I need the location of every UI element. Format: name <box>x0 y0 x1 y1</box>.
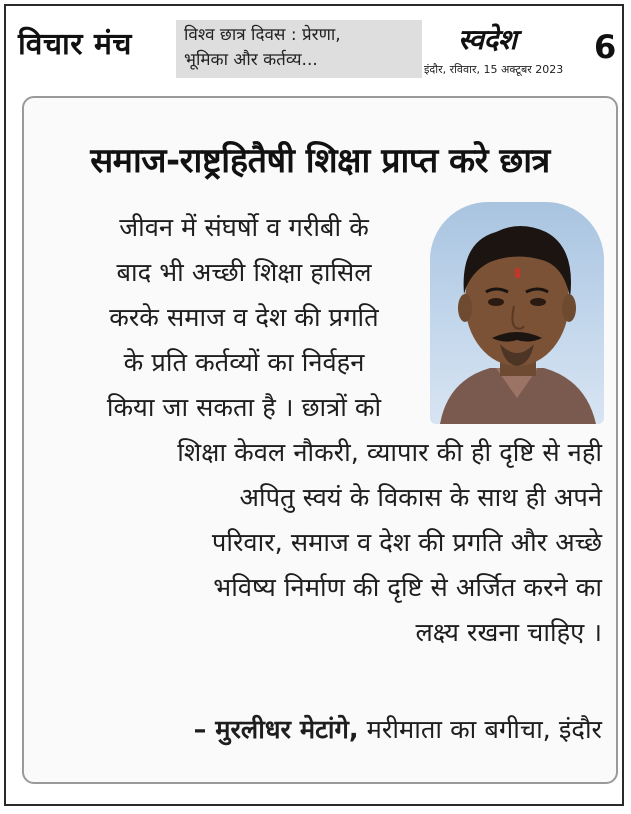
body-paragraph <box>54 431 602 656</box>
text-line: बाद भी अच्छी शिक्षा हासिल <box>116 258 372 288</box>
text-line: किया जा सकता है । छात्रों को <box>106 393 382 423</box>
text-line: जीवन में संघर्षो व गरीबी के <box>119 213 369 243</box>
intro-paragraph <box>66 206 422 431</box>
dateline: इंदौर, रविवार, 15 अक्टूबर 2023 <box>424 63 564 76</box>
author-place: मरीमाता का बगीचा, इंदौर <box>358 715 602 745</box>
section-title: विचार मंच <box>18 27 132 62</box>
masthead <box>6 6 622 92</box>
article-headline: समाज-राष्ट्रहितैषी शिक्षा प्राप्त करे छात्र <box>90 141 550 181</box>
text-line: भविष्य निर्माण की दृष्टि से अर्जित करने का <box>213 573 602 603</box>
portrait-illustration <box>430 202 604 424</box>
newspaper-logo: स्वदेश <box>458 23 517 56</box>
text-line: अपितु स्वयं के विकास के साथ ही अपने <box>239 483 602 513</box>
article-card <box>22 96 618 784</box>
text-line: लक्ष्य रखना चाहिए । <box>415 618 602 648</box>
author-signoff <box>54 710 602 750</box>
page-frame <box>4 4 624 806</box>
author-photo <box>430 202 604 424</box>
topic-box <box>176 20 422 78</box>
text-line: करके समाज व देश की प्रगति <box>109 303 379 333</box>
text-line: शिक्षा केवल नौकरी, व्यापार की ही दृष्टि से नही <box>177 438 602 468</box>
text-line: परिवार, समाज व देश की प्रगति और अच्छे <box>211 528 602 558</box>
topic-line-1: विश्व छात्र दिवस : प्रेरणा, <box>184 25 341 45</box>
topic-line-2: भूमिका और कर्तव्य... <box>184 50 318 70</box>
page-number: 6 <box>594 28 617 66</box>
author-name: – मुरलीधर मेटांगे, <box>193 715 359 745</box>
text-line: के प्रति कर्तव्यों का निर्वहन <box>123 348 365 378</box>
